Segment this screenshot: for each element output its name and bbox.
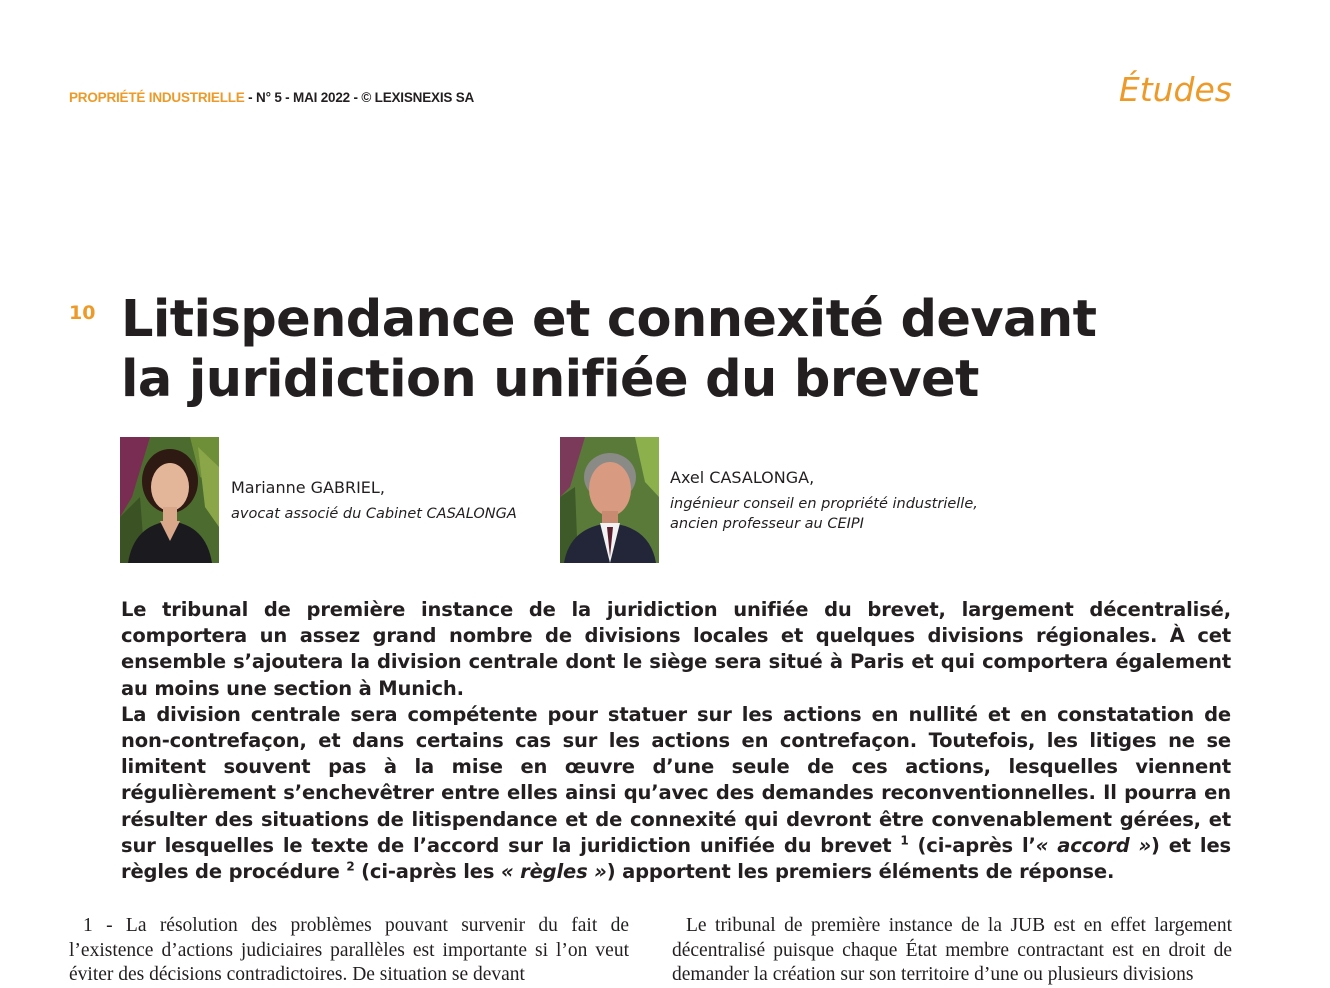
article-abstract <box>121 597 1231 885</box>
author-block-casalonga <box>560 437 1010 563</box>
author-block-gabriel <box>120 437 540 563</box>
author-name: Axel CASALONGA, <box>670 468 815 487</box>
footnote-ref-2[interactable]: 2 <box>346 859 355 874</box>
article-number: 10 <box>69 302 96 324</box>
author-role-line-1: ingénieur conseil en propriété industrielle, <box>670 496 978 512</box>
article-title <box>121 290 1096 410</box>
abstract-paragraph-1: Le tribunal de première instance de la juridiction unifiée du brevet, largement décentralisé, comportera un assez grand nombre de divisions locales et quelques divisions régionales. À cet ensemble s’ajoutera la division centrale dont le siège sera situé à Paris et qui comportera également au moins une section à Munich. <box>121 598 1231 700</box>
term-regles: « règles » <box>500 860 607 884</box>
journal-name: PROPRIÉTÉ INDUSTRIELLE <box>69 90 245 105</box>
author-photo <box>560 437 659 563</box>
title-line-1: Litispendance et connexité devant <box>121 290 1097 349</box>
body-paragraph: Le tribunal de première instance de la JUB est en effet largement décentralisé puisque chaque État membre contractant est en droit de demander la création sur son territoire d’une ou plusieurs divisions <box>672 915 1232 985</box>
author-photo <box>120 437 219 563</box>
body-paragraph: 1 - La résolution des problèmes pouvant survenir du fait de l’existence d’actions judiciaires parallèles est importante si l’on veut éviter des décisions contradictoires. De situation se devant <box>69 915 629 985</box>
title-line-2: la juridiction unifiée du brevet <box>121 350 979 409</box>
author-role-line-2: ancien professeur au CEIPI <box>670 516 864 532</box>
abstract-paragraph-2: La division centrale sera compétente pour statuer sur les actions en nullité et en constatation de non-contrefaçon, et dans certains cas sur les actions en contrefaçon. Toutefois, les litiges ne se limitent souvent pas à la mise en œuvre d’une seule de ces actions, lesquelles viennent régulièrement s’enchevêtrer entre elles ainsi qu’avec des demandes reconventionnelles. Il pourra en résulter des situations de litispendance et de connexité qui devront être convenablement gérées, et sur lesquelles le texte de l’accord sur la juridiction unifiée du brevet $^1$ (ci-après l’« accord ») et les règles de procédure $^2$ (ci-après les « règles ») apportent les premiers éléments de réponse. <box>121 702 1231 884</box>
masthead <box>69 90 474 105</box>
term-accord: « accord » <box>1035 833 1152 857</box>
author-role <box>670 494 978 534</box>
body-column-1 <box>69 914 629 988</box>
section-label: Études <box>1118 70 1232 109</box>
issue-info: - N° 5 - MAI 2022 - © LEXISNEXIS SA <box>244 90 475 105</box>
body-column-2 <box>672 914 1232 988</box>
footnote-ref-1[interactable]: 1 <box>900 833 909 848</box>
author-name: Marianne GABRIEL, <box>231 478 385 497</box>
author-role: avocat associé du Cabinet CASALONGA <box>231 506 517 522</box>
